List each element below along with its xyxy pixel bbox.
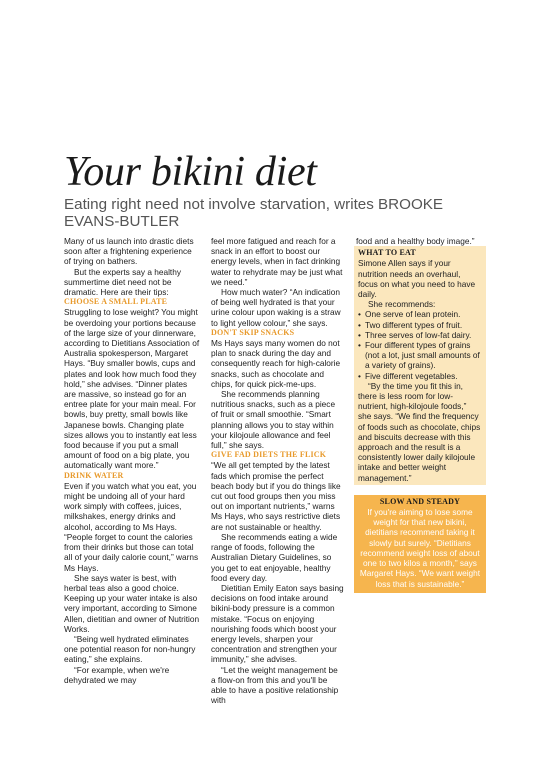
section-heading: GIVE FAD DIETS THE FLICK (211, 450, 327, 460)
column-1 (64, 236, 200, 685)
slow-and-steady-sidebar (354, 495, 486, 593)
paragraph: Dietitian Emily Eaton says basing decisions on food intake around bikini-body pressure is a common mistake. “Focus on enjoying nourishing foods which boost your energy levels, sharpen your concentration and strengthen your immunity,” she advises. (211, 582, 344, 665)
section-heading: CHOOSE A SMALL PLATE (64, 297, 168, 307)
section-heading: DRINK WATER (64, 470, 124, 480)
box-lead: She recommends: (368, 299, 436, 310)
box-outro: “By the time you fit this in, there is less room for low-nutrient, high-kilojoule foods,” she says. “We find the frequency of foods such as chocolate, chips and biscuits decrease with this approach and the result is a consistently lower daily kilojoule intake and better weight management.” (358, 380, 481, 483)
paragraph: Keeping up your water intake is also very important, according to Simone Allen, dietitian and owner of Nutrition Works. (64, 593, 200, 634)
box-heading: WHAT TO EAT (358, 248, 416, 258)
list-item: • Two different types of fruit. (358, 320, 482, 330)
paragraph: “We all get tempted by the latest fads which promise the perfect beach body but if you do things like cut out food groups then you miss out on important nutrients,” warns Ms Hays, who says restrictive diets are not sustainable or healthy. (211, 460, 341, 532)
paragraph: She says water is best, with herbal teas also a good choice. (64, 572, 179, 593)
paragraph: Many of us launch into drastic diets soon after a frightening experience of trying on bathers. (64, 236, 194, 267)
paragraph: “For example, when we're dehydrated we may (64, 664, 170, 685)
paragraph: But the experts say a healthy summertime diet need not be dramatic. Here are their tips: (64, 266, 182, 298)
paragraph: Struggling to lose weight? You might be overdoing your portions because of the large size of your dinnerware, according to Dietitians Association of Australia spokesperson, Margaret Hays. “Buy smaller bowls, cups and plates and look how much food they hold,” she advises. “Dinner plates are massive, so instead go for an entree plate for your main meal. For bowls, buy pretty, small bowls like Japanese bowls. Changing plate sizes allows you to instantly eat less food because if you put a small amount of food on a big plate, you automatically want more.” (64, 307, 200, 471)
paragraph: How much water? “An indication of being well hydrated is that your urine colour upon waking is a straw to light yellow colour,” she says. (211, 287, 341, 328)
column-3 (356, 236, 486, 593)
list-item: • One serve of lean protein. (358, 309, 482, 319)
paragraph: She recommends planning nutritious snacks, such as a piece of fruit or small smoothie. “Smart planning allows you to stay within your kilojoule allowance and feel full,” she says. (211, 389, 336, 451)
list-item: • Three serves of low-fat dairy. (358, 330, 482, 340)
column-2 (211, 236, 344, 705)
paragraph: “Let the weight management be a flow-on from this and you'll be able to have a positive relationship with (211, 664, 339, 706)
paragraph: food and a healthy body image.” (356, 236, 475, 246)
paragraph: Ms Hays says many women do not plan to snack during the day and consequently reach for high-calorie snacks, such as chocolate and chips, for quick pick-me-ups. (211, 338, 341, 389)
paragraph: Even if you watch what you eat, you might be undoing all of your hard work simply with coffees, juices, milkshakes, energy drinks and alcohol, according to Ms Hays. “People forget to count the calories from their drinks but those can total all of your daily calorie count,” warns Ms Hays. (64, 480, 199, 573)
paragraph: She recommends eating a wide range of foods, following the Australian Dietary Guidelines, so you get to eat enjoyable, healthy food every day. (211, 531, 338, 583)
section-heading: DON'T SKIP SNACKS (211, 327, 295, 337)
what-to-eat-box (354, 246, 486, 485)
sidebar-heading: SLOW AND STEADY (379, 496, 461, 506)
list-item: • Five different vegetables. (358, 371, 482, 381)
list-item: • Four different types of grains (not a lot, just small amounts of a variety of grains). (358, 340, 482, 371)
paragraph: feel more fatigued and reach for a snack in an effort to boost our energy levels, when in fact drinking water to rehydrate may be just what we need.” (211, 236, 343, 287)
sidebar-text: If you're aiming to lose some weight for that new bikini, dietitians recommend taking it slowly but surely. “Dietitians recommend weight loss of about one to two kilos a month,” says Margaret Hays. “We want weight loss that is sustainable.” (359, 507, 481, 589)
recommendation-list (358, 309, 482, 380)
article-title: Your bikini diet (64, 149, 317, 195)
paragraph: “Being well hydrated eliminates one potential reason for non-hungry eating,” she explains. (64, 633, 196, 665)
box-intro: Simone Allen says if your nutrition needs an overhaul, focus on what you need to have daily. (358, 258, 476, 300)
article-standfirst: Eating right need not involve starvation, writes BROOKE EVANS-BUTLER (64, 196, 444, 230)
